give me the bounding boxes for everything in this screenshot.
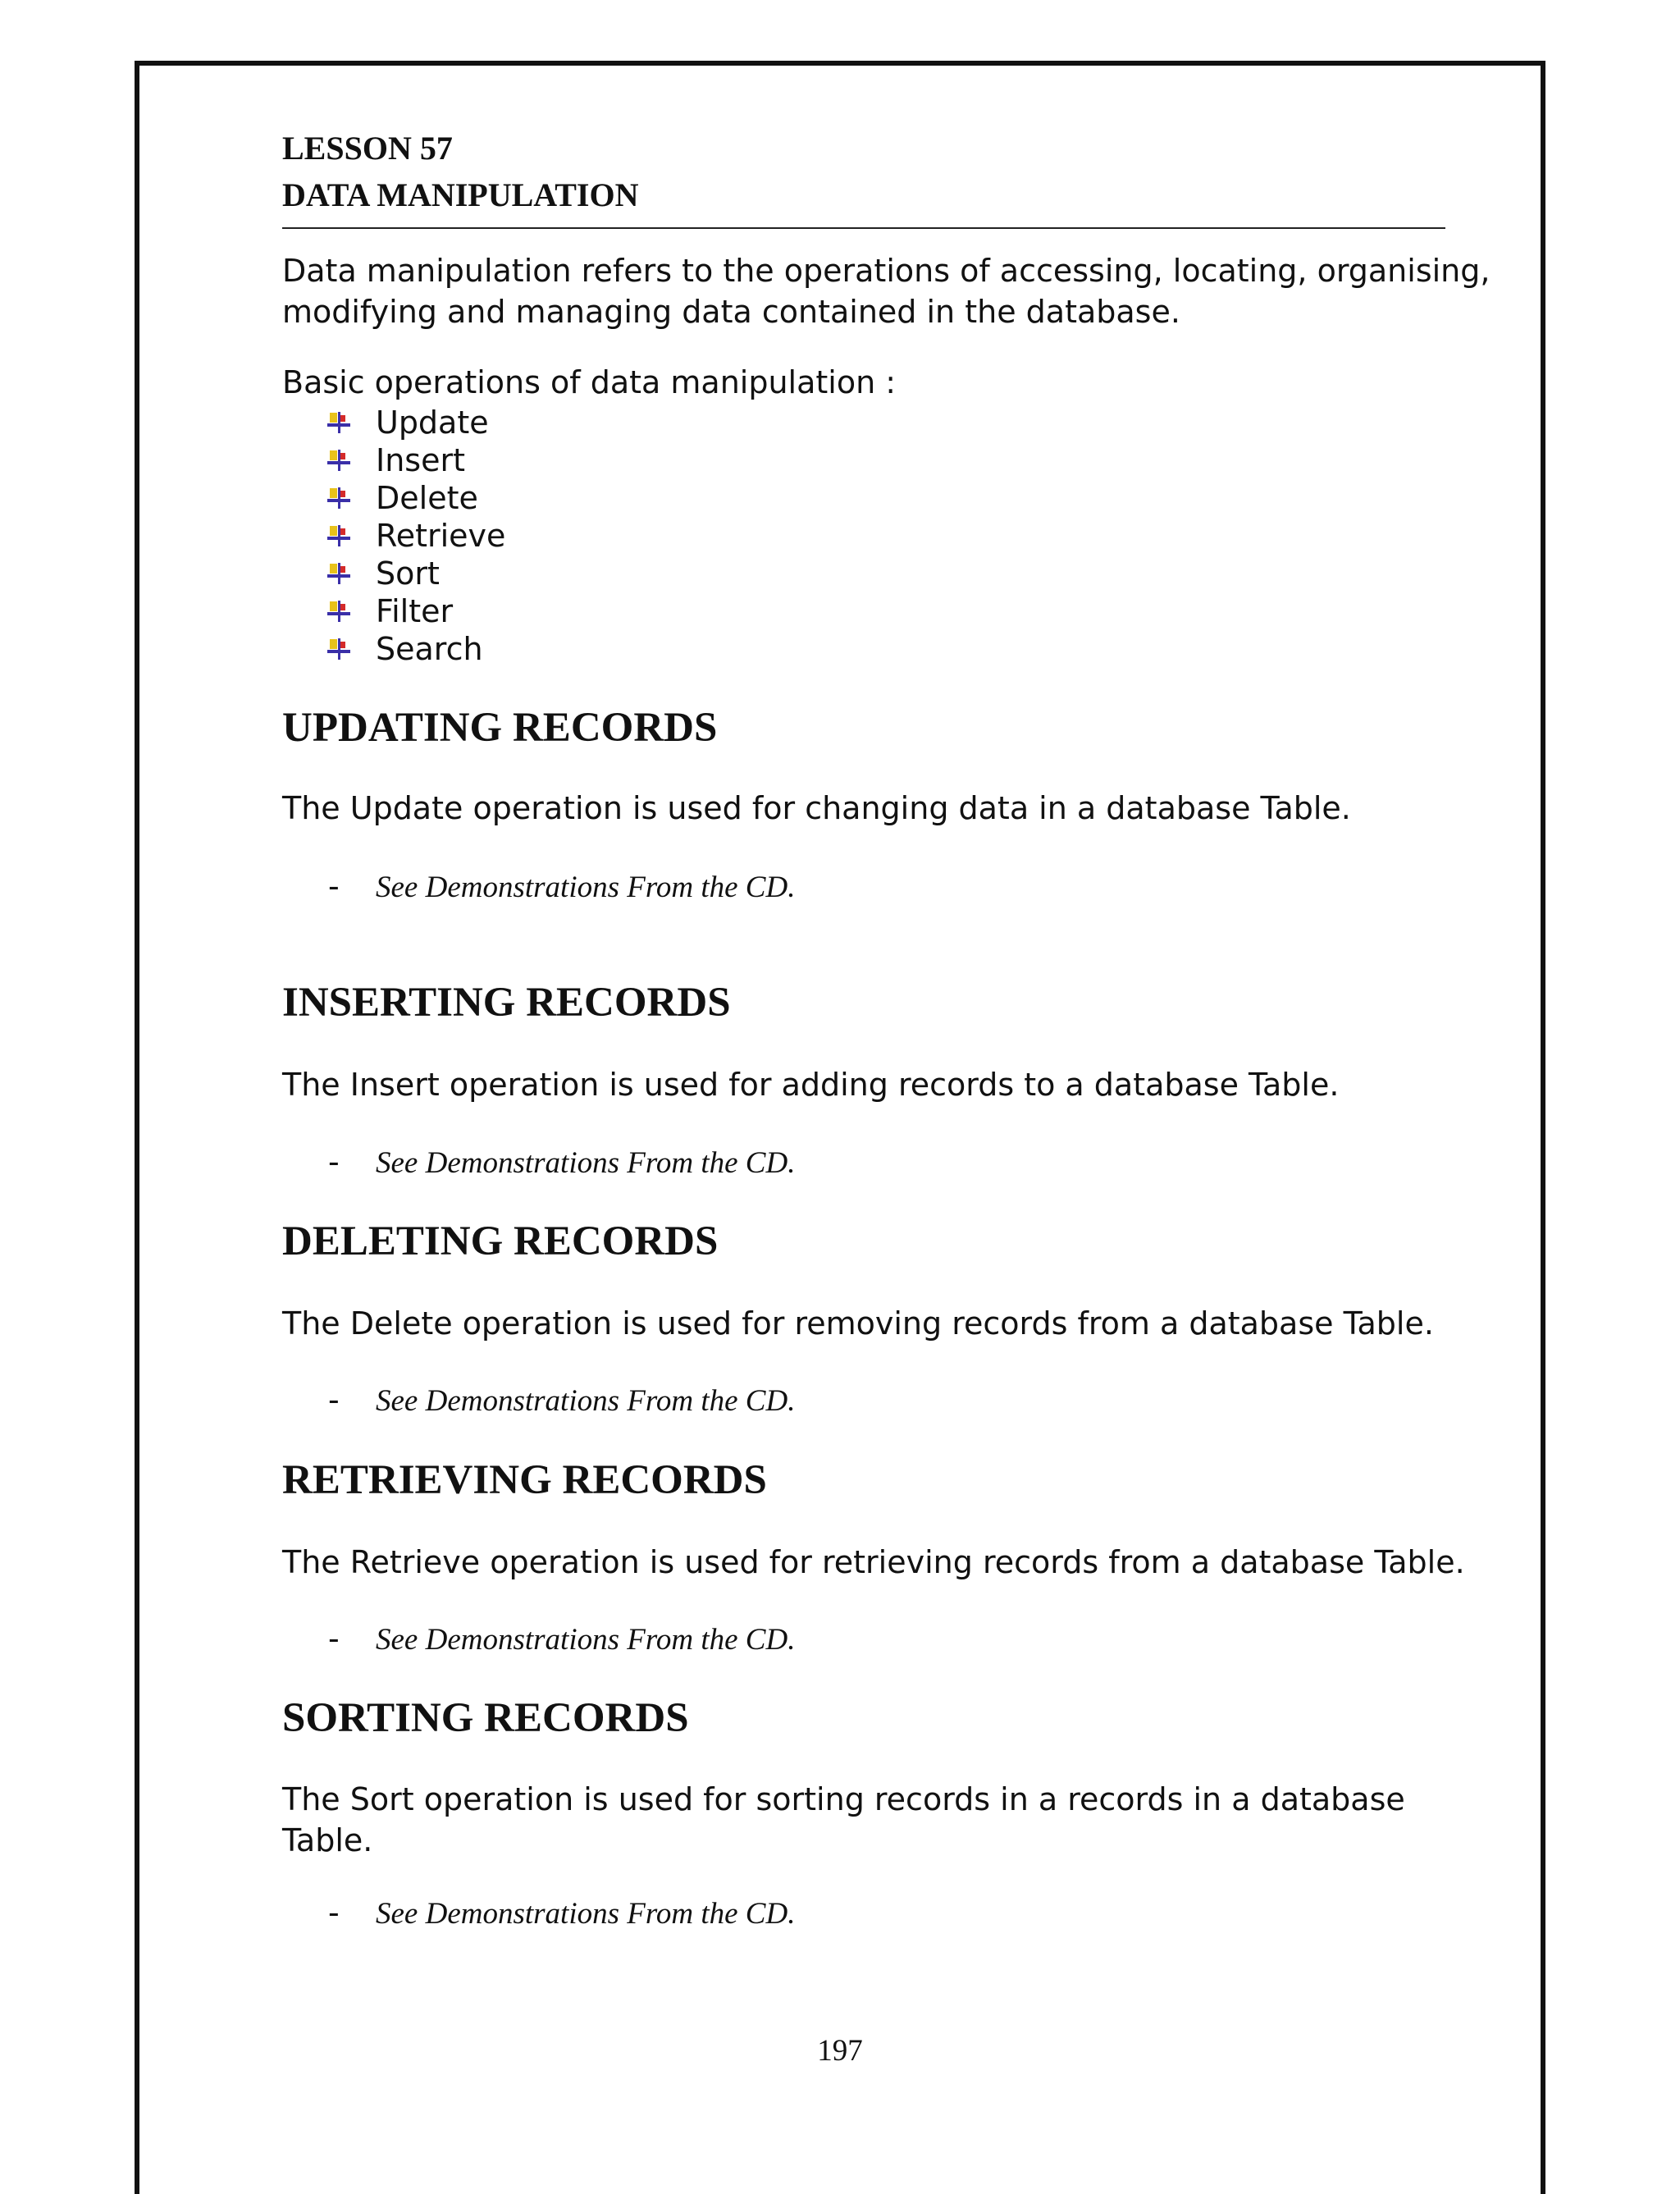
demo-note-sorting — [328, 1895, 795, 1931]
section-body-inserting: The Insert operation is used for adding records to a database Table. — [282, 1067, 1340, 1103]
list-item — [326, 592, 505, 630]
lesson-label: LESSON 57 — [282, 130, 453, 167]
pin-bullet-icon — [326, 448, 351, 473]
lesson-title: DATA MANIPULATION — [282, 176, 639, 213]
intro-line-1: Data manipulation refers to the operations of accessing, locating, organising, — [282, 253, 1491, 289]
demo-text: See Demonstrations From the CD. — [376, 1897, 796, 1931]
section-title-retrieving: RETRIEVING RECORDS — [282, 1457, 767, 1503]
demo-note-inserting — [328, 1144, 795, 1181]
demo-text: See Demonstrations From the CD. — [376, 871, 796, 904]
operation-label: Filter — [376, 593, 454, 629]
operations-heading: Basic operations of data manipulation : — [282, 364, 897, 400]
list-item — [326, 555, 505, 592]
section-body-sorting-line-2: Table. — [282, 1822, 373, 1858]
demo-dash: - — [328, 1620, 340, 1657]
demo-note-deleting — [328, 1382, 795, 1419]
section-body-sorting-line-1: The Sort operation is used for sorting records in a records in a database — [282, 1781, 1405, 1817]
pin-bullet-icon — [326, 486, 351, 510]
demo-note-retrieving — [328, 1620, 795, 1657]
pin-bullet-icon — [326, 410, 351, 435]
demo-text: See Demonstrations From the CD. — [376, 1623, 796, 1657]
operation-label: Update — [376, 405, 489, 441]
operation-label: Retrieve — [376, 518, 506, 554]
demo-text: See Demonstrations From the CD. — [376, 1146, 796, 1180]
operations-list — [326, 404, 505, 668]
pin-bullet-icon — [326, 599, 351, 624]
list-item — [326, 479, 505, 517]
demo-dash: - — [328, 868, 340, 904]
section-body-deleting: The Delete operation is used for removing records from a database Table. — [282, 1305, 1434, 1342]
section-title-inserting: INSERTING RECORDS — [282, 980, 731, 1026]
operation-label: Delete — [376, 480, 478, 516]
title-divider — [282, 227, 1445, 229]
demo-dash: - — [328, 1895, 340, 1931]
list-item — [326, 517, 505, 555]
demo-text: See Demonstrations From the CD. — [376, 1384, 796, 1418]
operation-label: Search — [376, 631, 483, 667]
page-number: 197 — [817, 2034, 863, 2068]
list-item — [326, 441, 505, 479]
demo-dash: - — [328, 1144, 340, 1180]
pin-bullet-icon — [326, 523, 351, 548]
list-item — [326, 404, 505, 441]
section-body-updating: The Update operation is used for changing data in a database Table. — [282, 790, 1351, 826]
list-item — [326, 630, 505, 668]
section-title-deleting: DELETING RECORDS — [282, 1218, 719, 1264]
demo-note-updating — [328, 868, 795, 905]
demo-dash: - — [328, 1382, 340, 1418]
pin-bullet-icon — [326, 637, 351, 661]
operation-label: Sort — [376, 555, 440, 592]
section-body-retrieving: The Retrieve operation is used for retrieving records from a database Table. — [282, 1544, 1465, 1580]
section-title-sorting: SORTING RECORDS — [282, 1695, 689, 1741]
pin-bullet-icon — [326, 561, 351, 586]
section-title-updating: UPDATING RECORDS — [282, 705, 718, 751]
operation-label: Insert — [376, 442, 465, 478]
intro-line-2: modifying and managing data contained in the database. — [282, 294, 1180, 330]
